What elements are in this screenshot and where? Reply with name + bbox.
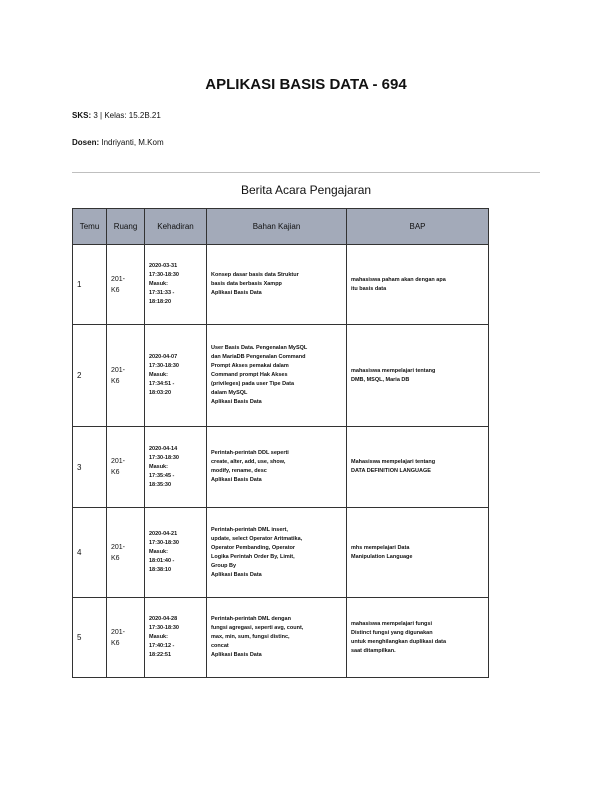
page-title: APLIKASI BASIS DATA - 694 (205, 76, 407, 93)
divider (72, 172, 540, 173)
kehadiran-cell-line: 2020-04-21 (149, 531, 178, 537)
bap-cell-line: itu basis data (351, 285, 387, 292)
bahan-kajian-cell (207, 508, 347, 598)
bahan-kajian-cell (207, 245, 347, 325)
kehadiran-cell-line: Masuk: (149, 281, 168, 287)
col-header-kehadiran: Kehadiran (145, 209, 207, 245)
kehadiran-cell-line: 18:03:20 (149, 390, 172, 396)
kehadiran-cell-line: 17:30-18:30 (149, 454, 179, 461)
bahan-kajian-cell-line: create, alter, add, use, show, (211, 459, 286, 465)
bap-cell (347, 245, 489, 325)
bahan-kajian-cell-line: Command prompt Hak Akses (211, 372, 288, 378)
table-row (73, 245, 489, 325)
ruang-cell (107, 598, 145, 678)
kehadiran-cell-line: 18:18:20 (149, 299, 172, 305)
temu-cell: 3 (73, 427, 107, 508)
kehadiran-cell-line: Masuk: (149, 634, 168, 640)
bahan-kajian-cell-line: Perintah-perintah DML dengan (211, 616, 291, 622)
col-header-ruang: Ruang (107, 209, 145, 245)
kehadiran-cell-line: Masuk: (149, 372, 168, 378)
bahan-kajian-cell-line: Aplikasi Basis Data (211, 399, 262, 405)
kehadiran-cell-line: 2020-03-31 (149, 263, 178, 269)
ruang-cell-line: K6 (111, 639, 120, 647)
kehadiran-cell-line: 17:30-18:30 (149, 625, 179, 631)
temu-cell: 5 (73, 598, 107, 678)
kehadiran-cell (145, 245, 207, 325)
kehadiran-cell-line: 17:30-18:30 (149, 272, 179, 278)
kehadiran-cell-line: 17:30-18:30 (149, 540, 179, 546)
col-header-bahan-kajian: Bahan Kajian (207, 209, 347, 245)
bahan-kajian-cell-line: Aplikasi Basis Data (211, 652, 262, 658)
bahan-kajian-cell-line: Perintah-perintah DDL seperti (211, 450, 289, 456)
ruang-cell-line: 201- (111, 366, 126, 374)
section-title: Berita Acara Pengajaran (240, 183, 372, 197)
bahan-kajian-cell-line: Perintah-perintah DML insert, (211, 526, 288, 533)
bahan-kajian-cell-line: dalam MySQL (211, 390, 248, 396)
kehadiran-cell-line: 18:38:10 (149, 567, 172, 573)
ruang-cell-line: K6 (111, 377, 120, 385)
bap-cell-line: untuk menghilangkan duplikasi data (351, 638, 447, 645)
bap-cell (347, 598, 489, 678)
bahan-kajian-cell-line: User Basis Data. Pengenalan MySQL (211, 345, 308, 351)
kehadiran-cell-line: 2020-04-07 (149, 354, 178, 360)
kehadiran-cell-line: 2020-04-28 (149, 616, 178, 622)
bahan-kajian-cell-line: dan MariaDB Pengenalan Command (211, 354, 306, 360)
sks-value: 3 | Kelas: 15.2B.21 (93, 111, 161, 120)
kehadiran-cell-line: 17:34:51 - (149, 381, 175, 387)
lecturer-meta (72, 138, 164, 147)
bahan-kajian-cell-line: concat (211, 643, 229, 649)
kehadiran-cell-line: Masuk: (149, 463, 168, 470)
bahan-kajian-cell-line: Aplikasi Basis Data (211, 477, 262, 483)
table-row (73, 508, 489, 598)
ruang-cell-line: 201- (111, 458, 126, 465)
bahan-kajian-cell (207, 598, 347, 678)
kehadiran-cell (145, 598, 207, 678)
col-header-bap: BAP (347, 209, 489, 245)
bap-cell-line: mahasiswa mempelajari tentang (351, 367, 436, 374)
ruang-cell (107, 427, 145, 508)
bap-cell-line: mhs mempelajari Data (351, 544, 410, 551)
dosen-value: Indriyanti, M.Kom (101, 138, 164, 147)
bahan-kajian-cell-line: Aplikasi Basis Data (211, 571, 262, 578)
bap-cell (347, 325, 489, 427)
kehadiran-cell-line: 18:01:40 - (149, 558, 175, 564)
kehadiran-cell-line: 17:31:33 - (149, 290, 175, 296)
ruang-cell-line: 201- (111, 543, 126, 551)
bap-cell-line: Mahasiswa mempelajari tentang (351, 459, 436, 465)
bahan-kajian-cell-line: Prompt Akses pemakai dalam (211, 363, 289, 369)
temu-cell: 2 (73, 325, 107, 427)
ruang-cell-line: K6 (111, 554, 120, 562)
kehadiran-cell (145, 325, 207, 427)
table-row (73, 598, 489, 678)
sks-label: SKS: (72, 111, 92, 120)
bap-cell (347, 508, 489, 598)
kehadiran-cell-line: Masuk: (149, 549, 168, 555)
kehadiran-cell-line: 17:40:12 - (149, 643, 175, 649)
bahan-kajian-cell-line: update, select Operator Aritmatika, (211, 535, 303, 542)
kehadiran-cell-line: 17:35:45 - (149, 472, 175, 479)
kehadiran-cell-line: 18:35:30 (149, 481, 172, 488)
ruang-cell-line: 201- (111, 628, 126, 636)
temu-cell: 4 (73, 508, 107, 598)
bahan-kajian-cell (207, 325, 347, 427)
bap-cell-line: mahasiswa paham akan dengan apa (351, 276, 446, 283)
col-header-temu: Temu (73, 209, 107, 245)
bap-cell (347, 427, 489, 508)
attendance-table (72, 208, 489, 678)
bap-cell-line: mahasiswa mempelajari fungsi (351, 620, 433, 627)
ruang-cell (107, 325, 145, 427)
table-row (73, 427, 489, 508)
bap-cell-line: saat ditampilkan. (351, 647, 396, 654)
bahan-kajian-cell-line: modify, rename, desc (211, 468, 267, 474)
kehadiran-cell-line: 18:22:51 (149, 652, 172, 658)
bahan-kajian-cell-line: Operator Pembanding, Operator (211, 544, 296, 551)
bap-cell-line: DATA DEFINITION LANGUAGE (351, 468, 431, 474)
bap-cell-line: Manipulation Language (351, 553, 413, 560)
temu-cell: 1 (73, 245, 107, 325)
bahan-kajian-cell-line: max, min, sum, fungsi distinc, (211, 634, 290, 640)
bahan-kajian-cell-line: (privileges) pada user Tipe Data (211, 381, 295, 387)
bahan-kajian-cell-line: basis data berbasis Xampp (211, 281, 282, 287)
ruang-cell-line: K6 (111, 469, 120, 476)
table-header-row (73, 209, 489, 245)
ruang-cell-line: 201- (111, 275, 126, 283)
ruang-cell-line: K6 (111, 286, 120, 294)
bahan-kajian-cell-line: Konsep dasar basis data Struktur (211, 272, 299, 278)
bahan-kajian-cell-line: Aplikasi Basis Data (211, 290, 262, 296)
bahan-kajian-cell-line: fungsi agregasi, seperti avg, count, (211, 625, 304, 631)
kehadiran-cell (145, 427, 207, 508)
kehadiran-cell-line: 2020-04-14 (149, 445, 178, 452)
bahan-kajian-cell-line: Logika Perintah Order By, Limit, (211, 553, 295, 560)
table-row (73, 325, 489, 427)
dosen-label: Dosen: (72, 138, 100, 147)
ruang-cell (107, 508, 145, 598)
course-meta (72, 111, 161, 120)
kehadiran-cell (145, 508, 207, 598)
bap-cell-line: Distinct fungsi yang digunakan (351, 629, 433, 636)
bahan-kajian-cell (207, 427, 347, 508)
bahan-kajian-cell-line: Group By (211, 562, 237, 569)
kehadiran-cell-line: 17:30-18:30 (149, 363, 179, 369)
ruang-cell (107, 245, 145, 325)
bap-cell-line: DMB, MSQL, Maria DB (351, 376, 410, 383)
